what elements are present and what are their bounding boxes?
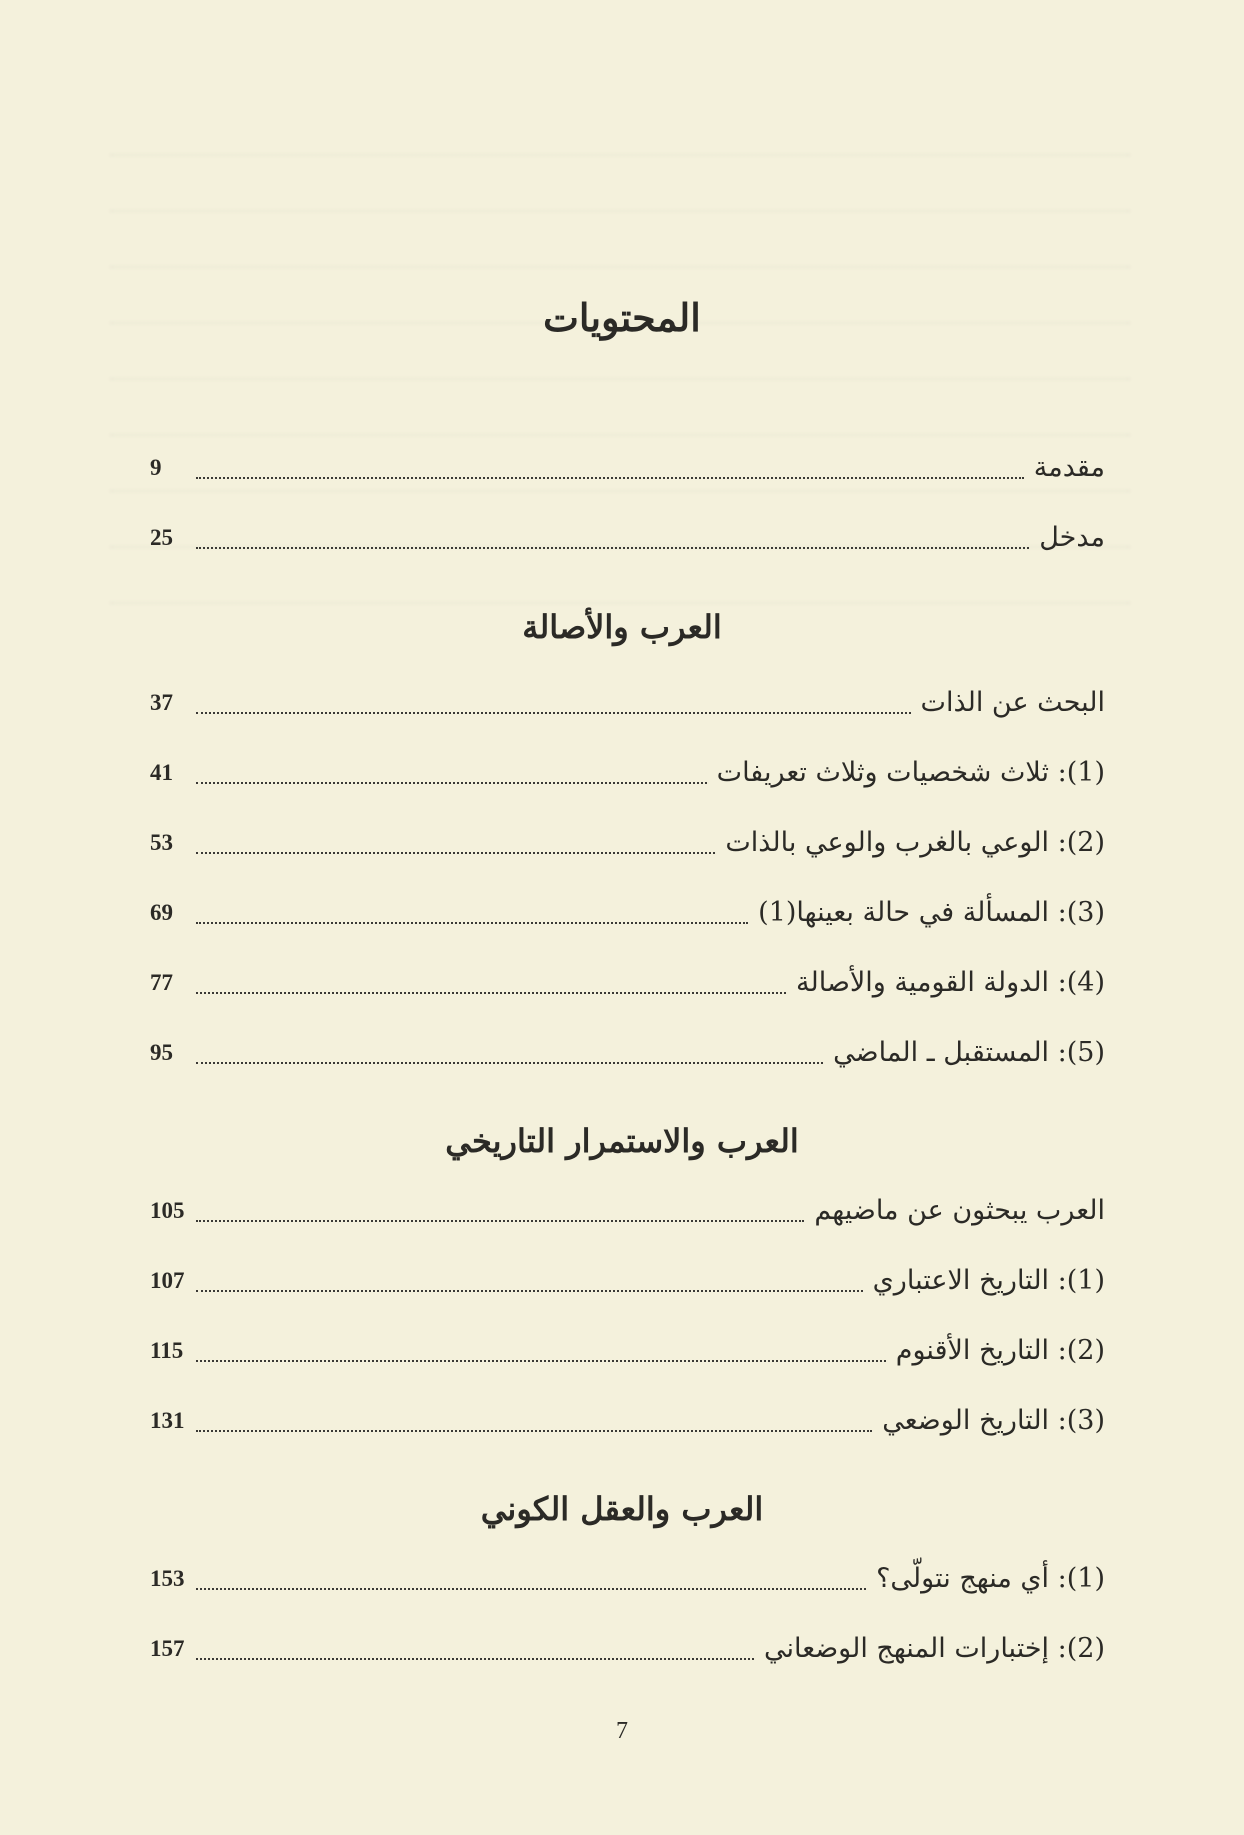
toc-entry-label: (1): ثلاث شخصيات وثلاث تعريفات [716,757,1105,788]
toc-entry-page: 53 [150,830,173,855]
dot-leader [196,1430,872,1432]
dot-leader [196,992,786,994]
toc-entry-page: 107 [150,1268,185,1293]
toc-entry-page: 115 [150,1338,184,1363]
toc-entry [150,1626,1105,1672]
dot-leader [196,1290,863,1292]
toc-entry-page: 157 [150,1636,185,1661]
toc-entry [150,820,1105,866]
dot-leader [196,1360,886,1362]
toc-entry-label: مقدمة [1033,452,1105,483]
toc-entry-label: (3): التاريخ الوضعي [882,1405,1105,1436]
toc-entry [150,1328,1105,1374]
dot-leader [196,1588,866,1590]
toc-entry-page: 77 [150,970,173,995]
dot-leader [196,1658,754,1660]
toc-entry-label: (3): المسألة في حالة بعينها(1) [758,897,1105,928]
dot-leader [196,782,707,784]
toc-entry-page: 41 [150,760,173,785]
toc-entry-page: 95 [150,1040,173,1065]
toc-entry [150,1030,1105,1076]
toc-entry-page: 131 [150,1408,185,1433]
toc-entry-label: (2): الوعي بالغرب والوعي بالذات [725,827,1105,858]
toc-entry-page: 37 [150,690,173,715]
toc-entry-label: (2): التاريخ الأقنوم [895,1335,1105,1366]
toc-entry-label: مدخل [1039,522,1105,553]
toc-entry-label: البحث عن الذات [920,687,1105,718]
dot-leader [196,852,715,854]
toc-entry [150,960,1105,1006]
toc-entry-page: 153 [150,1566,185,1591]
toc-entry [150,890,1105,936]
toc-entry-label: العرب يبحثون عن ماضيهم [814,1195,1105,1226]
dot-leader [196,477,1024,479]
toc-entry-label: (2): إختبارات المنهج الوضعاني [763,1633,1105,1664]
toc-title: المحتويات [543,295,701,340]
dot-leader [196,1062,823,1064]
toc-entry-label: (5): المستقبل ـ الماضي [833,1037,1105,1068]
toc-entry-page: 69 [150,900,173,925]
toc-entry-entrance [150,515,1105,561]
toc-entry-page: 105 [150,1198,185,1223]
toc-entry-label: (1): أي منهج نتولّى؟ [876,1563,1105,1594]
toc-entry [150,1556,1105,1602]
toc-entry-page: 25 [150,525,173,550]
toc-entry-label: (4): الدولة القومية والأصالة [796,967,1105,998]
dot-leader [196,1220,804,1222]
toc-entry-page: 9 [150,455,162,480]
page-number: 7 [616,1718,628,1744]
dot-leader [196,922,748,924]
toc-entry-intro [150,445,1105,491]
dot-leader [196,712,911,714]
toc-entry [150,1188,1105,1234]
toc-entry [150,1398,1105,1444]
toc-entry [150,750,1105,796]
section-heading-authenticity: العرب والأصالة [522,608,722,646]
toc-entry [150,1258,1105,1304]
dot-leader [196,547,1029,549]
section-heading-universal-reason: العرب والعقل الكوني [480,1490,764,1528]
toc-entry [150,680,1105,726]
section-heading-historical-continuity: العرب والاستمرار التاريخي [445,1122,799,1160]
toc-entry-label: (1): التاريخ الاعتباري [872,1265,1105,1296]
